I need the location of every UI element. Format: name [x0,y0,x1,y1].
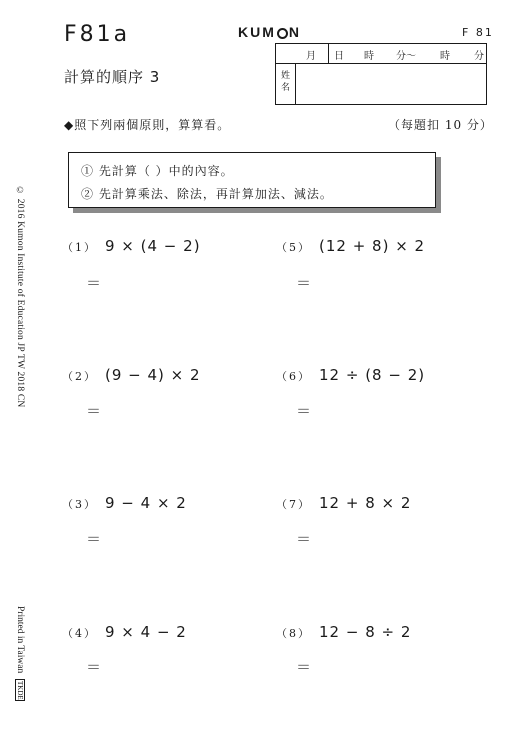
month-label: 月 [306,51,316,62]
answer-1[interactable]: ＝ [86,274,102,292]
problem-8: （8） 12 − 8 ÷ 2 [276,623,412,641]
instruction: ◆照下列兩個原則，算算看。 [64,118,231,132]
printed-text: Printed in Taiwan TKDE [15,606,25,700]
copyright-text: © 2016 Kumon Institute of Education JP TW 2018 CN [15,186,25,408]
answer-8[interactable]: ＝ [296,658,312,676]
worksheet-title: 計算的順序 3 [64,68,161,86]
brand-logo: KUM N [238,24,302,40]
logo-circle-icon [277,28,288,39]
answer-6[interactable]: ＝ [296,402,312,420]
divider [328,44,329,63]
answer-7[interactable]: ＝ [296,530,312,548]
hour-end-label: 時 [440,51,450,62]
date-name-box [275,43,487,105]
rule-1: ① 先計算（ ）中的內容。 [81,164,234,178]
rules-box [68,152,436,208]
problem-4: （4） 9 × 4 − 2 [62,623,187,641]
answer-3[interactable]: ＝ [86,530,102,548]
minute-start-label: 分～ [396,51,416,62]
problem-2: （2） (9 − 4) × 2 [62,366,201,384]
name-label: 姓 名 [276,63,296,104]
print-tag: TKDE [16,680,24,700]
worksheet-code-small: F 81 [462,26,494,39]
day-label: 日 [334,51,344,62]
hour-start-label: 時 [364,51,374,62]
worksheet-code: F81a [64,22,131,47]
answer-5[interactable]: ＝ [296,274,312,292]
problem-5: （5） (12 + 8) × 2 [276,237,426,255]
answer-2[interactable]: ＝ [86,402,102,420]
problem-3: （3） 9 − 4 × 2 [62,494,187,512]
problem-6: （6） 12 ÷ (8 − 2) [276,366,426,384]
problem-1: （1） 9 × (4 − 2) [62,237,201,255]
problem-7: （7） 12 + 8 × 2 [276,494,412,512]
score-note: （每題扣 10 分） [388,118,493,132]
date-time-row [276,44,486,64]
rule-2: ② 先計算乘法、除法，再計算加法、減法。 [81,187,333,201]
answer-4[interactable]: ＝ [86,658,102,676]
minute-end-label: 分 [474,51,484,62]
